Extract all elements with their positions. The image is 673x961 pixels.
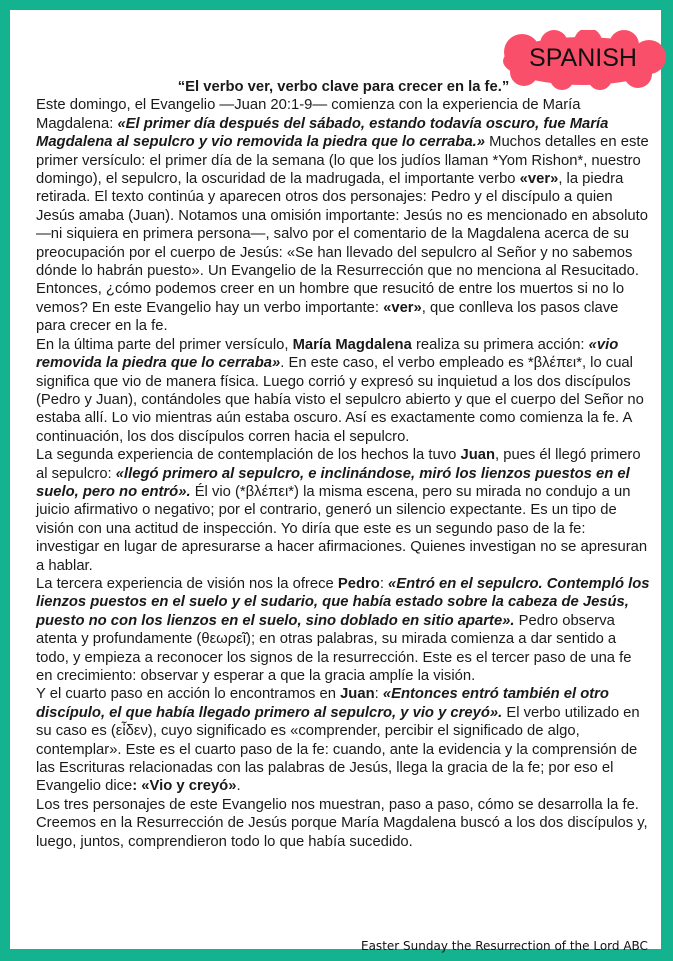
- scripture-quote: «vio removida la piedra que lo cerraba»: [36, 336, 619, 372]
- scripture-quote: «Entró en el sepulcro. Contempló los lienzos puestos en el suelo y el sudario, que había estado sobre la cabeza de Jesús, puesto no con los lienzos en el suelo, sino doblado en sitio aparte».: [36, 575, 650, 629]
- paragraph-4: [36, 575, 651, 685]
- text: En la última parte del primer versículo,: [36, 336, 293, 353]
- text: . En este caso, el verbo empleado es *βλέπει*, lo cual significa que vio de manera física. Luego corrió y expresó su inquietud a los dos discípulos (Pedro y Juan), contándoles que había visto el sepulcro abierto y que el cuerpo del Señor no estaba allí. Lo vio mientras aún estaba oscuro. Así es exactamente como comienza la fe. A continuación, los dos discípulos corren hacia el sepulcro.: [36, 355, 644, 445]
- bold-term: : «Vio y creyó»: [132, 778, 237, 795]
- text: Este domingo, el Evangelio —Juan 20:1-9— comienza con la experiencia de María Magdalena:: [36, 97, 581, 132]
- bold-name: Juan: [460, 447, 496, 464]
- scripture-quote: «llegó primero al sepulcro, e inclinándose, miró los lienzos puestos en el suelo, pero no entró».: [36, 465, 630, 500]
- text: , que conlleva los pasos clave para crecer en la fe.: [36, 299, 619, 335]
- text: .: [236, 778, 241, 795]
- paragraph-1: [36, 96, 651, 335]
- text: :: [379, 575, 389, 592]
- footer-caption: Easter Sunday the Resurrection of the Lord ABC: [361, 939, 648, 953]
- bold-term: «ver»: [519, 171, 559, 188]
- scripture-quote: «Entonces entró también el otro discípulo, el que había llegado primero al sepulcro, y vio y creyó».: [36, 686, 609, 721]
- paragraph-5: [36, 685, 651, 795]
- text: La segunda experiencia de contemplación de los hechos la tuvo: [36, 447, 461, 464]
- text: Pedro observa atenta y profundamente (θεωρεῖ); en otras palabras, su mirada comienza a dar sentido a todo, y empieza a reconocer los signos de la resurrección. Este es el tercer paso de una fe en crecimiento: observar y esperar a que la gracia amplíe la visión.: [36, 612, 632, 684]
- bold-name: Pedro: [337, 575, 380, 592]
- text: Y el cuarto paso en acción lo encontramos en: [36, 686, 341, 703]
- article-body: [36, 78, 651, 851]
- paragraph-6: [36, 796, 651, 851]
- bold-name: María Magdalena: [292, 336, 412, 353]
- document-page: [10, 10, 661, 953]
- bold-term: «ver»: [383, 299, 422, 316]
- text: El verbo utilizado en su caso es (εἶδεν), cuyo significado es «comprender, percibir el significado de algo, contemplar». Este es el cuarto paso de la fe: cuando, ante la evidencia y la comprensión de las Escrituras relacionadas con las palabras de Jesús, llega la gracia de la fe; por eso el Evangelio dice: [36, 704, 640, 795]
- text: La tercera experiencia de visión nos la ofrece: [36, 575, 338, 592]
- text: , la piedra retirada. El texto continúa y aparecen otros dos personajes: Pedro y el discípulo a quien Jesús amaba (Juan). Notamos una omisión importante: Jesús no es mencionado en absoluto —ni siquiera en primera persona—, salvo por el comentario de la Magdalena acerca de su preocupación por el cuerpo de Jesús: «Se han llevado del sepulcro al Señor y no sabemos dónde lo habrán puesto». Un Evangelio de la Resurrección que no menciona al Resucitado. Entonces, ¿cómo podemos creer en un hombre que resucitó de entre los muertos si no lo vemos? En este Evangelio hay un verbo importante:: [36, 171, 648, 316]
- paragraph-3: [36, 446, 651, 575]
- text: :: [374, 686, 383, 703]
- bold-name: Juan: [340, 686, 375, 703]
- text: realiza su primera acción:: [411, 336, 589, 353]
- badge-label: SPANISH: [529, 44, 637, 72]
- scripture-quote: «El primer día después del sábado, estando todavía oscuro, fue María Magdalena al sepulcro y vio removida la piedra que lo cerraba.»: [36, 115, 609, 151]
- article-title: “El verbo ver, verbo clave para crecer en la fe.”: [177, 79, 510, 95]
- text: Él vio (*βλέπει*) la misma escena, pero su mirada no condujo a un juicio afirmativo o negativo; por el contrario, generó un silencio expectante. Es un tipo de visión con una actitud de inspección. Yo diría que este es un segundo paso de la fe: investigar en lugar de apresurarse a hacer afirmaciones. Quienes investigan no se apresuran a hablar.: [36, 483, 648, 574]
- text: Los tres personajes de este Evangelio nos muestran, paso a paso, cómo se desarrolla la fe. Creemos en la Resurrección de Jesús porque María Magdalena buscó a los dos discípulos y, luego, juntos, comprendieron todo lo que había sucedido.: [36, 796, 648, 850]
- text: Muchos detalles en este primer versículo: el primer día de la semana (lo que los judíos llaman *Yom Rishon*, nuestro domingo), el sepulcro, la oscuridad de la madrugada, el importante verbo: [36, 134, 649, 188]
- text: , pues él llegó primero al sepulcro:: [36, 447, 641, 482]
- paragraph-2: [36, 336, 651, 446]
